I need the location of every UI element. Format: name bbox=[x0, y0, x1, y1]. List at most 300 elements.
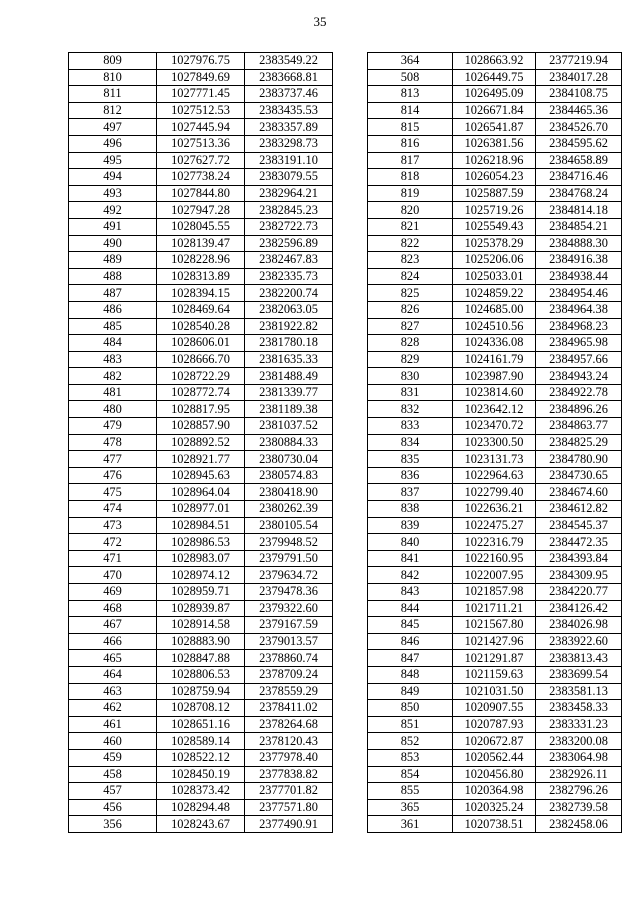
point-number-cell: 461 bbox=[69, 716, 157, 733]
table-row bbox=[69, 351, 333, 368]
point-number-cell: 364 bbox=[368, 53, 453, 70]
x-coordinate-cell: 1027976.75 bbox=[157, 53, 245, 70]
table-row bbox=[368, 567, 622, 584]
table-row bbox=[368, 733, 622, 750]
y-coordinate-cell: 2384814.18 bbox=[536, 202, 622, 219]
table-row bbox=[368, 418, 622, 435]
x-coordinate-cell: 1028806.53 bbox=[157, 666, 245, 683]
x-coordinate-cell: 1028974.12 bbox=[157, 567, 245, 584]
x-coordinate-cell: 1028243.67 bbox=[157, 816, 245, 833]
point-number-cell: 457 bbox=[69, 783, 157, 800]
x-coordinate-cell: 1020562.44 bbox=[453, 749, 536, 766]
y-coordinate-cell: 2383549.22 bbox=[245, 53, 333, 70]
table-row bbox=[69, 816, 333, 833]
x-coordinate-cell: 1022316.79 bbox=[453, 534, 536, 551]
table-row bbox=[368, 202, 622, 219]
point-number-cell: 479 bbox=[69, 418, 157, 435]
point-number-cell: 840 bbox=[368, 534, 453, 551]
point-number-cell: 811 bbox=[69, 86, 157, 103]
table-row bbox=[69, 102, 333, 119]
point-number-cell: 847 bbox=[368, 650, 453, 667]
x-coordinate-cell: 1023814.60 bbox=[453, 384, 536, 401]
x-coordinate-cell: 1028722.29 bbox=[157, 368, 245, 385]
table-row bbox=[368, 666, 622, 683]
table-row bbox=[368, 351, 622, 368]
y-coordinate-cell: 2384220.77 bbox=[536, 584, 622, 601]
point-number-cell: 812 bbox=[69, 102, 157, 119]
table-row bbox=[368, 633, 622, 650]
x-coordinate-cell: 1028373.42 bbox=[157, 783, 245, 800]
table-row bbox=[69, 301, 333, 318]
table-row bbox=[69, 567, 333, 584]
x-coordinate-cell: 1028857.90 bbox=[157, 418, 245, 435]
y-coordinate-cell: 2384658.89 bbox=[536, 152, 622, 169]
y-coordinate-cell: 2384108.75 bbox=[536, 86, 622, 103]
y-coordinate-cell: 2384863.77 bbox=[536, 418, 622, 435]
table-row bbox=[69, 600, 333, 617]
y-coordinate-cell: 2382467.83 bbox=[245, 252, 333, 269]
x-coordinate-cell: 1028986.53 bbox=[157, 534, 245, 551]
y-coordinate-cell: 2384768.24 bbox=[536, 185, 622, 202]
x-coordinate-cell: 1028666.70 bbox=[157, 351, 245, 368]
point-number-cell: 825 bbox=[368, 285, 453, 302]
table-row bbox=[368, 169, 622, 186]
point-number-cell: 826 bbox=[368, 301, 453, 318]
table-row bbox=[368, 69, 622, 86]
table-row bbox=[69, 683, 333, 700]
y-coordinate-cell: 2379478.36 bbox=[245, 584, 333, 601]
y-coordinate-cell: 2377701.82 bbox=[245, 783, 333, 800]
y-coordinate-cell: 2383435.53 bbox=[245, 102, 333, 119]
y-coordinate-cell: 2379013.57 bbox=[245, 633, 333, 650]
x-coordinate-cell: 1021031.50 bbox=[453, 683, 536, 700]
x-coordinate-cell: 1028977.01 bbox=[157, 501, 245, 518]
point-number-cell: 467 bbox=[69, 617, 157, 634]
point-number-cell: 820 bbox=[368, 202, 453, 219]
y-coordinate-cell: 2384716.46 bbox=[536, 169, 622, 186]
point-number-cell: 828 bbox=[368, 335, 453, 352]
table-row bbox=[368, 252, 622, 269]
y-coordinate-cell: 2384968.23 bbox=[536, 318, 622, 335]
table-row bbox=[368, 135, 622, 152]
y-coordinate-cell: 2382845.23 bbox=[245, 202, 333, 219]
point-number-cell: 470 bbox=[69, 567, 157, 584]
table-row bbox=[368, 152, 622, 169]
x-coordinate-cell: 1027445.94 bbox=[157, 119, 245, 136]
x-coordinate-cell: 1027513.36 bbox=[157, 135, 245, 152]
x-coordinate-cell: 1025887.59 bbox=[453, 185, 536, 202]
y-coordinate-cell: 2378120.43 bbox=[245, 733, 333, 750]
y-coordinate-cell: 2382722.73 bbox=[245, 218, 333, 235]
point-number-cell: 471 bbox=[69, 550, 157, 567]
x-coordinate-cell: 1028469.64 bbox=[157, 301, 245, 318]
table-row bbox=[69, 783, 333, 800]
point-number-cell: 844 bbox=[368, 600, 453, 617]
point-number-cell: 459 bbox=[69, 749, 157, 766]
y-coordinate-cell: 2384888.30 bbox=[536, 235, 622, 252]
x-coordinate-cell: 1028983.07 bbox=[157, 550, 245, 567]
table-row bbox=[368, 650, 622, 667]
x-coordinate-cell: 1028708.12 bbox=[157, 700, 245, 717]
point-number-cell: 809 bbox=[69, 53, 157, 70]
point-number-cell: 833 bbox=[368, 418, 453, 435]
point-number-cell: 843 bbox=[368, 584, 453, 601]
point-number-cell: 817 bbox=[368, 152, 453, 169]
y-coordinate-cell: 2382739.58 bbox=[536, 799, 622, 816]
table-row bbox=[69, 53, 333, 70]
point-number-cell: 852 bbox=[368, 733, 453, 750]
point-number-cell: 472 bbox=[69, 534, 157, 551]
table-row bbox=[69, 252, 333, 269]
x-coordinate-cell: 1022007.95 bbox=[453, 567, 536, 584]
y-coordinate-cell: 2380730.04 bbox=[245, 451, 333, 468]
y-coordinate-cell: 2378411.02 bbox=[245, 700, 333, 717]
y-coordinate-cell: 2384854.21 bbox=[536, 218, 622, 235]
x-coordinate-cell: 1020787.93 bbox=[453, 716, 536, 733]
x-coordinate-cell: 1028921.77 bbox=[157, 451, 245, 468]
table-row bbox=[69, 517, 333, 534]
y-coordinate-cell: 2379791.50 bbox=[245, 550, 333, 567]
coordinates-table-right bbox=[367, 52, 622, 833]
x-coordinate-cell: 1024161.79 bbox=[453, 351, 536, 368]
table-row bbox=[69, 69, 333, 86]
point-number-cell: 491 bbox=[69, 218, 157, 235]
point-number-cell: 488 bbox=[69, 268, 157, 285]
table-row bbox=[368, 368, 622, 385]
point-number-cell: 813 bbox=[368, 86, 453, 103]
x-coordinate-cell: 1028663.92 bbox=[453, 53, 536, 70]
table-row bbox=[69, 384, 333, 401]
point-number-cell: 815 bbox=[368, 119, 453, 136]
y-coordinate-cell: 2382796.26 bbox=[536, 783, 622, 800]
table-row bbox=[69, 235, 333, 252]
y-coordinate-cell: 2379167.59 bbox=[245, 617, 333, 634]
table-row bbox=[368, 401, 622, 418]
table-row bbox=[69, 799, 333, 816]
x-coordinate-cell: 1023131.73 bbox=[453, 451, 536, 468]
point-number-cell: 851 bbox=[368, 716, 453, 733]
x-coordinate-cell: 1026495.09 bbox=[453, 86, 536, 103]
y-coordinate-cell: 2382335.73 bbox=[245, 268, 333, 285]
y-coordinate-cell: 2379948.52 bbox=[245, 534, 333, 551]
table-row bbox=[368, 384, 622, 401]
y-coordinate-cell: 2383668.81 bbox=[245, 69, 333, 86]
point-number-cell: 485 bbox=[69, 318, 157, 335]
point-number-cell: 465 bbox=[69, 650, 157, 667]
y-coordinate-cell: 2383298.73 bbox=[245, 135, 333, 152]
x-coordinate-cell: 1027627.72 bbox=[157, 152, 245, 169]
point-number-cell: 846 bbox=[368, 633, 453, 650]
x-coordinate-cell: 1022160.95 bbox=[453, 550, 536, 567]
coordinates-table-left bbox=[68, 52, 333, 833]
y-coordinate-cell: 2377571.80 bbox=[245, 799, 333, 816]
y-coordinate-cell: 2378860.74 bbox=[245, 650, 333, 667]
table-row bbox=[368, 550, 622, 567]
point-number-cell: 816 bbox=[368, 135, 453, 152]
x-coordinate-cell: 1028964.04 bbox=[157, 484, 245, 501]
table-row bbox=[69, 152, 333, 169]
table-row bbox=[368, 285, 622, 302]
table-row bbox=[69, 218, 333, 235]
table-row bbox=[69, 86, 333, 103]
point-number-cell: 365 bbox=[368, 799, 453, 816]
x-coordinate-cell: 1028892.52 bbox=[157, 434, 245, 451]
x-coordinate-cell: 1025719.26 bbox=[453, 202, 536, 219]
table-row bbox=[69, 484, 333, 501]
x-coordinate-cell: 1028847.88 bbox=[157, 650, 245, 667]
point-number-cell: 477 bbox=[69, 451, 157, 468]
y-coordinate-cell: 2383331.23 bbox=[536, 716, 622, 733]
x-coordinate-cell: 1028817.95 bbox=[157, 401, 245, 418]
x-coordinate-cell: 1023470.72 bbox=[453, 418, 536, 435]
x-coordinate-cell: 1028228.96 bbox=[157, 252, 245, 269]
table-row bbox=[69, 401, 333, 418]
x-coordinate-cell: 1026541.87 bbox=[453, 119, 536, 136]
table-row bbox=[69, 666, 333, 683]
table-row bbox=[69, 716, 333, 733]
table-row bbox=[69, 766, 333, 783]
point-number-cell: 848 bbox=[368, 666, 453, 683]
point-number-cell: 508 bbox=[368, 69, 453, 86]
x-coordinate-cell: 1024859.22 bbox=[453, 285, 536, 302]
x-coordinate-cell: 1028959.71 bbox=[157, 584, 245, 601]
y-coordinate-cell: 2383357.89 bbox=[245, 119, 333, 136]
y-coordinate-cell: 2381037.52 bbox=[245, 418, 333, 435]
point-number-cell: 466 bbox=[69, 633, 157, 650]
table-row bbox=[69, 268, 333, 285]
y-coordinate-cell: 2382063.05 bbox=[245, 301, 333, 318]
y-coordinate-cell: 2383079.55 bbox=[245, 169, 333, 186]
y-coordinate-cell: 2384612.82 bbox=[536, 501, 622, 518]
y-coordinate-cell: 2384943.24 bbox=[536, 368, 622, 385]
point-number-cell: 492 bbox=[69, 202, 157, 219]
point-number-cell: 837 bbox=[368, 484, 453, 501]
x-coordinate-cell: 1026054.23 bbox=[453, 169, 536, 186]
y-coordinate-cell: 2384545.37 bbox=[536, 517, 622, 534]
table-row bbox=[368, 268, 622, 285]
point-number-cell: 469 bbox=[69, 584, 157, 601]
point-number-cell: 464 bbox=[69, 666, 157, 683]
x-coordinate-cell: 1023642.12 bbox=[453, 401, 536, 418]
table-row bbox=[368, 301, 622, 318]
point-number-cell: 854 bbox=[368, 766, 453, 783]
x-coordinate-cell: 1025378.29 bbox=[453, 235, 536, 252]
point-number-cell: 456 bbox=[69, 799, 157, 816]
point-number-cell: 481 bbox=[69, 384, 157, 401]
y-coordinate-cell: 2380418.90 bbox=[245, 484, 333, 501]
y-coordinate-cell: 2384965.98 bbox=[536, 335, 622, 352]
x-coordinate-cell: 1028606.01 bbox=[157, 335, 245, 352]
x-coordinate-cell: 1028045.55 bbox=[157, 218, 245, 235]
x-coordinate-cell: 1027771.45 bbox=[157, 86, 245, 103]
y-coordinate-cell: 2377978.40 bbox=[245, 749, 333, 766]
y-coordinate-cell: 2377838.82 bbox=[245, 766, 333, 783]
x-coordinate-cell: 1028540.28 bbox=[157, 318, 245, 335]
y-coordinate-cell: 2381189.38 bbox=[245, 401, 333, 418]
point-number-cell: 463 bbox=[69, 683, 157, 700]
table-row bbox=[368, 235, 622, 252]
point-number-cell: 478 bbox=[69, 434, 157, 451]
table-row bbox=[69, 467, 333, 484]
y-coordinate-cell: 2384957.66 bbox=[536, 351, 622, 368]
x-coordinate-cell: 1028651.16 bbox=[157, 716, 245, 733]
point-number-cell: 831 bbox=[368, 384, 453, 401]
table-row bbox=[368, 484, 622, 501]
point-number-cell: 824 bbox=[368, 268, 453, 285]
table-row bbox=[69, 700, 333, 717]
y-coordinate-cell: 2384825.29 bbox=[536, 434, 622, 451]
point-number-cell: 839 bbox=[368, 517, 453, 534]
point-number-cell: 849 bbox=[368, 683, 453, 700]
table-row bbox=[69, 451, 333, 468]
point-number-cell: 853 bbox=[368, 749, 453, 766]
x-coordinate-cell: 1028914.58 bbox=[157, 617, 245, 634]
y-coordinate-cell: 2383191.10 bbox=[245, 152, 333, 169]
table-row bbox=[368, 102, 622, 119]
x-coordinate-cell: 1022636.21 bbox=[453, 501, 536, 518]
x-coordinate-cell: 1027512.53 bbox=[157, 102, 245, 119]
point-number-cell: 473 bbox=[69, 517, 157, 534]
x-coordinate-cell: 1027849.69 bbox=[157, 69, 245, 86]
point-number-cell: 497 bbox=[69, 119, 157, 136]
x-coordinate-cell: 1028939.87 bbox=[157, 600, 245, 617]
y-coordinate-cell: 2384916.38 bbox=[536, 252, 622, 269]
y-coordinate-cell: 2382200.74 bbox=[245, 285, 333, 302]
table-row bbox=[69, 335, 333, 352]
table-row bbox=[368, 683, 622, 700]
point-number-cell: 468 bbox=[69, 600, 157, 617]
table-row bbox=[368, 584, 622, 601]
y-coordinate-cell: 2384954.46 bbox=[536, 285, 622, 302]
x-coordinate-cell: 1024510.56 bbox=[453, 318, 536, 335]
y-coordinate-cell: 2381488.49 bbox=[245, 368, 333, 385]
table-row bbox=[69, 650, 333, 667]
y-coordinate-cell: 2378559.29 bbox=[245, 683, 333, 700]
point-number-cell: 356 bbox=[69, 816, 157, 833]
y-coordinate-cell: 2377490.91 bbox=[245, 816, 333, 833]
table-row bbox=[368, 749, 622, 766]
table-row bbox=[368, 766, 622, 783]
point-number-cell: 836 bbox=[368, 467, 453, 484]
y-coordinate-cell: 2383581.13 bbox=[536, 683, 622, 700]
x-coordinate-cell: 1027738.24 bbox=[157, 169, 245, 186]
y-coordinate-cell: 2381780.18 bbox=[245, 335, 333, 352]
point-number-cell: 483 bbox=[69, 351, 157, 368]
x-coordinate-cell: 1020907.55 bbox=[453, 700, 536, 717]
point-number-cell: 487 bbox=[69, 285, 157, 302]
point-number-cell: 823 bbox=[368, 252, 453, 269]
point-number-cell: 829 bbox=[368, 351, 453, 368]
point-number-cell: 835 bbox=[368, 451, 453, 468]
y-coordinate-cell: 2381339.77 bbox=[245, 384, 333, 401]
x-coordinate-cell: 1021159.63 bbox=[453, 666, 536, 683]
table-row bbox=[69, 434, 333, 451]
table-row bbox=[368, 600, 622, 617]
table-row bbox=[69, 584, 333, 601]
x-coordinate-cell: 1028984.51 bbox=[157, 517, 245, 534]
x-coordinate-cell: 1025206.06 bbox=[453, 252, 536, 269]
x-coordinate-cell: 1028589.14 bbox=[157, 733, 245, 750]
table-row bbox=[69, 285, 333, 302]
x-coordinate-cell: 1021857.98 bbox=[453, 584, 536, 601]
y-coordinate-cell: 2380574.83 bbox=[245, 467, 333, 484]
point-number-cell: 495 bbox=[69, 152, 157, 169]
table-row bbox=[368, 53, 622, 70]
point-number-cell: 496 bbox=[69, 135, 157, 152]
x-coordinate-cell: 1028883.90 bbox=[157, 633, 245, 650]
table-row bbox=[368, 783, 622, 800]
point-number-cell: 818 bbox=[368, 169, 453, 186]
point-number-cell: 842 bbox=[368, 567, 453, 584]
y-coordinate-cell: 2383458.33 bbox=[536, 700, 622, 717]
table-row bbox=[368, 799, 622, 816]
y-coordinate-cell: 2384465.36 bbox=[536, 102, 622, 119]
x-coordinate-cell: 1026218.96 bbox=[453, 152, 536, 169]
y-coordinate-cell: 2382458.06 bbox=[536, 816, 622, 833]
point-number-cell: 838 bbox=[368, 501, 453, 518]
table-row bbox=[368, 451, 622, 468]
y-coordinate-cell: 2378709.24 bbox=[245, 666, 333, 683]
y-coordinate-cell: 2383064.98 bbox=[536, 749, 622, 766]
y-coordinate-cell: 2384393.84 bbox=[536, 550, 622, 567]
y-coordinate-cell: 2382964.21 bbox=[245, 185, 333, 202]
point-number-cell: 490 bbox=[69, 235, 157, 252]
point-number-cell: 830 bbox=[368, 368, 453, 385]
point-number-cell: 841 bbox=[368, 550, 453, 567]
point-number-cell: 845 bbox=[368, 617, 453, 634]
table-row bbox=[368, 318, 622, 335]
y-coordinate-cell: 2380262.39 bbox=[245, 501, 333, 518]
table-row bbox=[69, 617, 333, 634]
table-row bbox=[69, 733, 333, 750]
x-coordinate-cell: 1023987.90 bbox=[453, 368, 536, 385]
y-coordinate-cell: 2377219.94 bbox=[536, 53, 622, 70]
x-coordinate-cell: 1020325.24 bbox=[453, 799, 536, 816]
y-coordinate-cell: 2384472.35 bbox=[536, 534, 622, 551]
x-coordinate-cell: 1028759.94 bbox=[157, 683, 245, 700]
y-coordinate-cell: 2383200.08 bbox=[536, 733, 622, 750]
y-coordinate-cell: 2384017.28 bbox=[536, 69, 622, 86]
table-row bbox=[69, 633, 333, 650]
table-row bbox=[69, 202, 333, 219]
x-coordinate-cell: 1020672.87 bbox=[453, 733, 536, 750]
y-coordinate-cell: 2384309.95 bbox=[536, 567, 622, 584]
x-coordinate-cell: 1026381.56 bbox=[453, 135, 536, 152]
y-coordinate-cell: 2384896.26 bbox=[536, 401, 622, 418]
x-coordinate-cell: 1028139.47 bbox=[157, 235, 245, 252]
table-row bbox=[368, 185, 622, 202]
point-number-cell: 462 bbox=[69, 700, 157, 717]
y-coordinate-cell: 2383699.54 bbox=[536, 666, 622, 683]
y-coordinate-cell: 2379322.60 bbox=[245, 600, 333, 617]
x-coordinate-cell: 1026671.84 bbox=[453, 102, 536, 119]
x-coordinate-cell: 1020364.98 bbox=[453, 783, 536, 800]
y-coordinate-cell: 2378264.68 bbox=[245, 716, 333, 733]
table-row bbox=[69, 368, 333, 385]
y-coordinate-cell: 2383737.46 bbox=[245, 86, 333, 103]
table-row bbox=[368, 617, 622, 634]
x-coordinate-cell: 1028945.63 bbox=[157, 467, 245, 484]
x-coordinate-cell: 1021567.80 bbox=[453, 617, 536, 634]
y-coordinate-cell: 2381922.82 bbox=[245, 318, 333, 335]
point-number-cell: 810 bbox=[69, 69, 157, 86]
point-number-cell: 494 bbox=[69, 169, 157, 186]
x-coordinate-cell: 1028522.12 bbox=[157, 749, 245, 766]
point-number-cell: 460 bbox=[69, 733, 157, 750]
table-row bbox=[69, 185, 333, 202]
x-coordinate-cell: 1021291.87 bbox=[453, 650, 536, 667]
point-number-cell: 850 bbox=[368, 700, 453, 717]
